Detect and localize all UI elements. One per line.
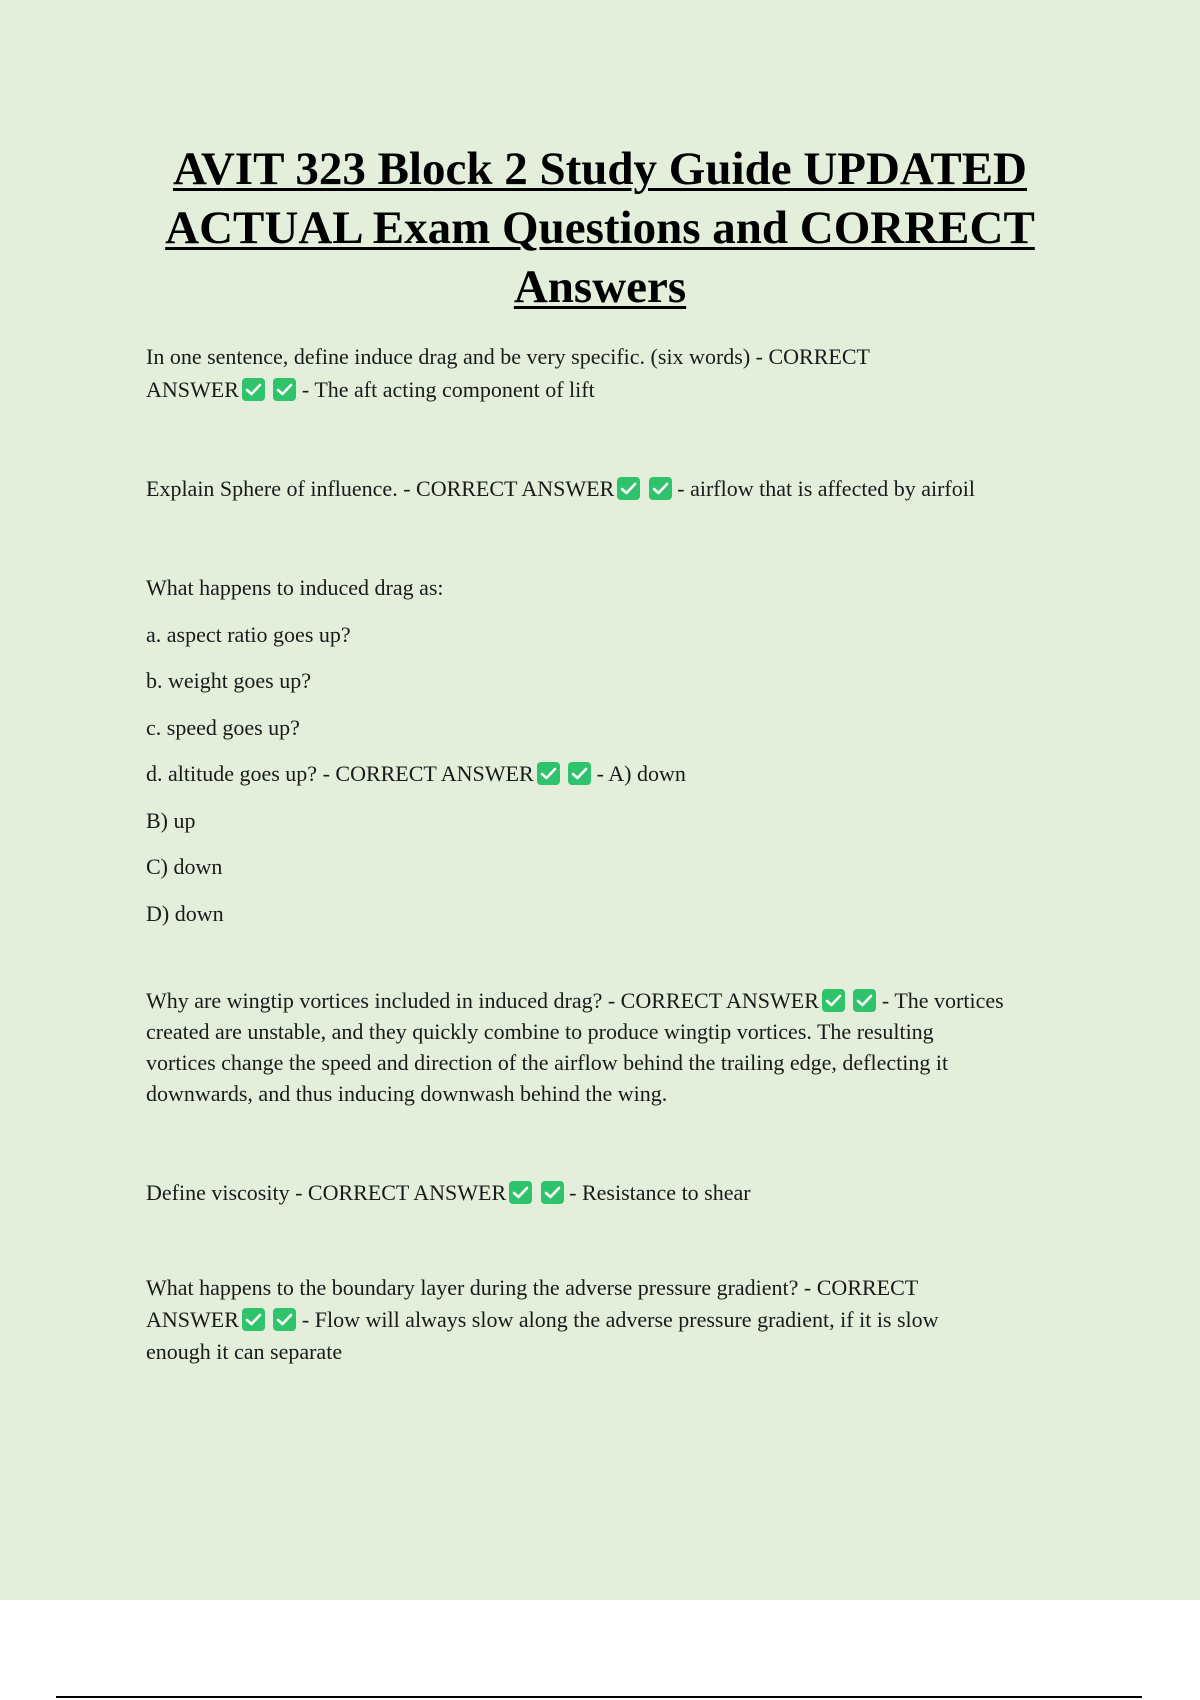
check-box-icon bbox=[273, 1308, 296, 1331]
answer-text: - The vortices bbox=[876, 988, 1004, 1013]
qa-item bbox=[146, 565, 1106, 937]
qa-text: enough it can separate bbox=[146, 1339, 343, 1364]
qa-line bbox=[146, 798, 1106, 845]
qa-line bbox=[146, 844, 1106, 891]
qa-line bbox=[146, 658, 1106, 705]
qa-line bbox=[146, 1272, 1106, 1304]
qa-text: C) down bbox=[146, 854, 223, 879]
check-box-icon bbox=[822, 989, 845, 1012]
qa-line bbox=[146, 612, 1106, 659]
title-line-3: Answers bbox=[513, 261, 687, 313]
qa-text: What happens to the boundary layer during the adverse pressure gradient? - CORRECT bbox=[146, 1275, 919, 1300]
footer-divider bbox=[56, 1696, 1142, 1698]
answer-text: - Resistance to shear bbox=[563, 1180, 751, 1205]
qa-text: Why are wingtip vortices included in induced drag? - CORRECT ANSWER bbox=[146, 988, 819, 1013]
check-box-icon bbox=[509, 1181, 532, 1204]
check-box-icon bbox=[541, 1181, 564, 1204]
qa-text: d. altitude goes up? - CORRECT ANSWER bbox=[146, 761, 534, 786]
check-box-icon bbox=[273, 378, 296, 401]
check-box-icon bbox=[853, 989, 876, 1012]
qa-line bbox=[146, 373, 1106, 406]
check-box-icon bbox=[242, 378, 265, 401]
qa-line bbox=[146, 985, 1106, 1016]
qa-text: ANSWER bbox=[146, 377, 239, 402]
page-title bbox=[0, 140, 1200, 317]
answer-text: - airflow that is affected by airfoil bbox=[671, 476, 975, 501]
qa-item bbox=[146, 985, 1106, 1109]
check-box-icon bbox=[617, 477, 640, 500]
qa-text: c. speed goes up? bbox=[146, 714, 300, 740]
qa-item bbox=[146, 1176, 1106, 1209]
title-line-2: ACTUAL Exam Questions and CORRECT bbox=[165, 202, 1035, 254]
qa-line bbox=[146, 1176, 1106, 1209]
qa-item bbox=[146, 472, 1106, 505]
qa-line bbox=[146, 705, 1106, 752]
answer-text: - Flow will always slow along the adverse pressure gradient, if it is slow bbox=[296, 1307, 939, 1332]
check-box-icon bbox=[649, 477, 672, 500]
title-line-1: AVIT 323 Block 2 Study Guide UPDATED bbox=[172, 143, 1028, 195]
qa-line bbox=[146, 340, 1106, 373]
qa-text: b. weight goes up? bbox=[146, 668, 311, 693]
qa-line bbox=[146, 565, 1106, 612]
qa-line bbox=[146, 472, 1106, 505]
qa-text: ANSWER bbox=[146, 1307, 239, 1332]
qa-text: D) down bbox=[146, 900, 224, 926]
answer-text: - The aft acting component of lift bbox=[296, 377, 595, 402]
qa-text: What happens to induced drag as: bbox=[146, 575, 444, 600]
qa-line bbox=[146, 891, 1106, 938]
qa-text: B) up bbox=[146, 807, 196, 833]
check-box-icon bbox=[568, 762, 591, 785]
qa-item bbox=[146, 340, 1106, 406]
qa-text: downwards, and thus inducing downwash behind the wing. bbox=[146, 1081, 668, 1106]
title-text bbox=[0, 140, 1200, 317]
qa-text: In one sentence, define induce drag and be very specific. (six words) - CORRECT bbox=[146, 344, 870, 369]
qa-text: created are unstable, and they quickly combine to produce wingtip vortices. The resulting bbox=[146, 1019, 934, 1044]
qa-text: Explain Sphere of influence. - CORRECT ANSWER bbox=[146, 476, 615, 501]
qa-line bbox=[146, 1078, 1106, 1109]
answer-text: - A) down bbox=[591, 761, 686, 786]
qa-line bbox=[146, 1336, 1106, 1368]
qa-line bbox=[146, 1047, 1106, 1078]
qa-text: vortices change the speed and direction of the airflow behind the trailing edge, deflecting it bbox=[146, 1050, 949, 1075]
check-box-icon bbox=[242, 1308, 265, 1331]
qa-text: a. aspect ratio goes up? bbox=[146, 621, 351, 647]
qa-line bbox=[146, 1304, 1106, 1336]
qa-text: Define viscosity - CORRECT ANSWER bbox=[146, 1180, 507, 1205]
check-box-icon bbox=[537, 762, 560, 785]
qa-item bbox=[146, 1272, 1106, 1368]
qa-line bbox=[146, 1016, 1106, 1047]
qa-line bbox=[146, 751, 1106, 798]
